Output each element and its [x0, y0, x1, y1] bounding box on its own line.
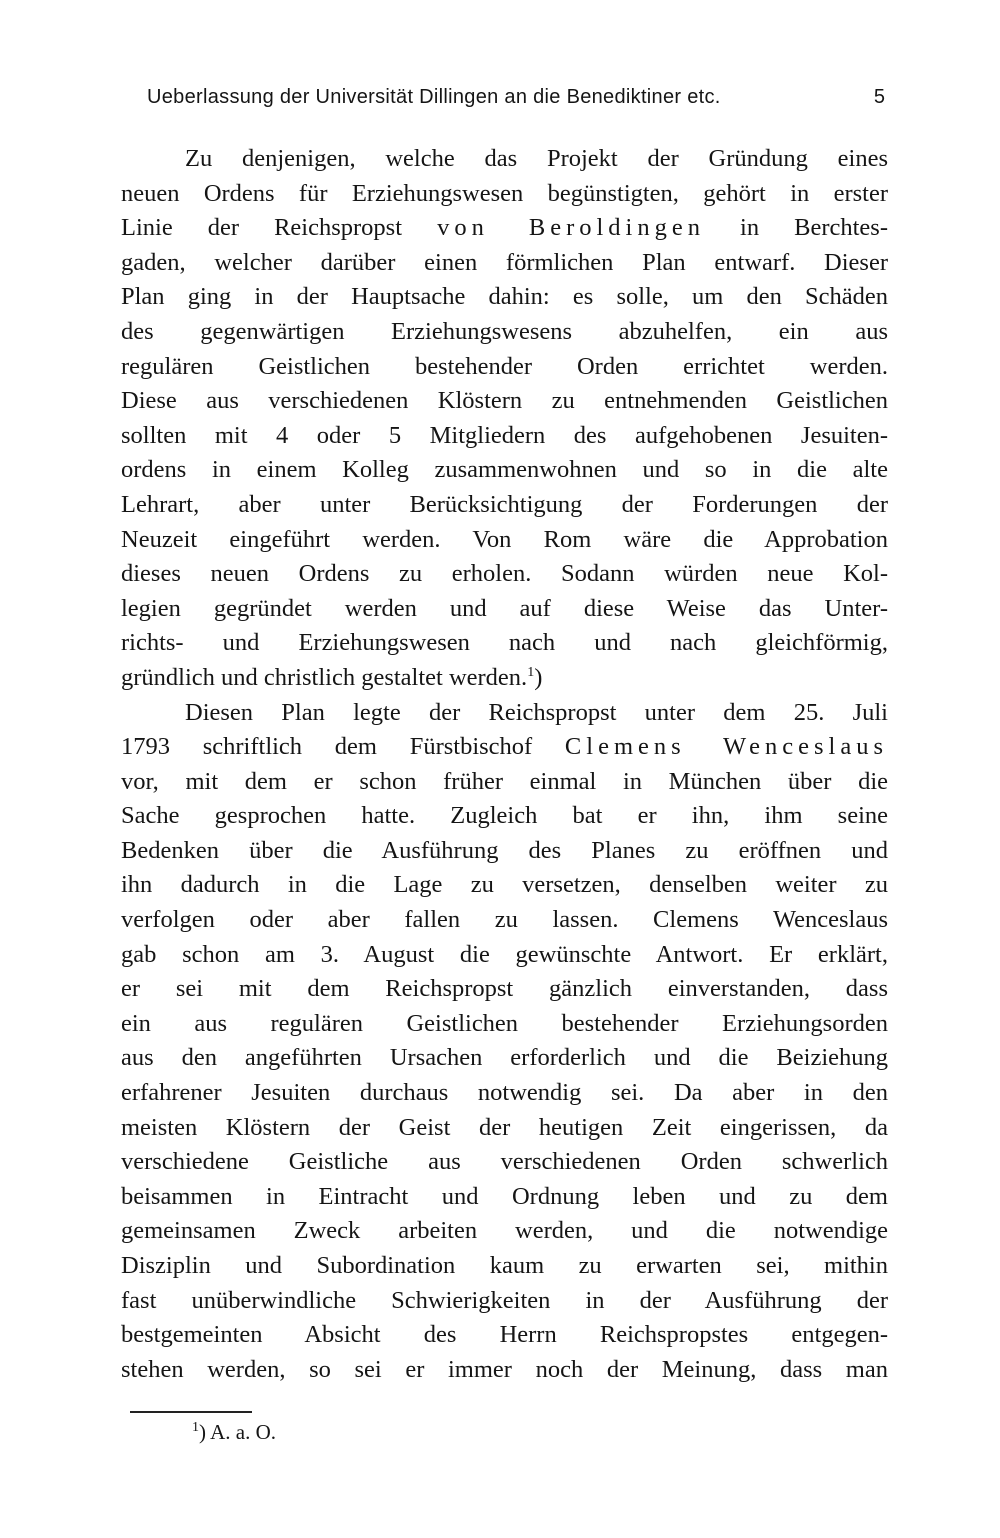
text-line: gemeinsamen Zweck arbeiten werden, und die notwendige — [121, 1217, 888, 1245]
text-segment: ) — [534, 663, 543, 691]
text-line: Diesen Plan legte der Reichspropst unter dem 25. Juli — [185, 698, 888, 726]
text-segment: gründlich und christlich gestaltet werden. — [121, 663, 528, 691]
text-line: er sei mit dem Reichspropst gänzlich einverstanden, dass — [121, 975, 888, 1003]
main-text — [121, 142, 888, 1387]
footnote-text: ) A. a. O. — [199, 1420, 276, 1444]
text-segment: Linie der Reichspropst — [121, 214, 438, 242]
text-line: sollten mit 4 oder 5 Mitgliedern des aufgehobenen Jesuiten- — [121, 421, 888, 449]
text-line: Bedenken über die Ausführung des Planes zu eröffnen und — [121, 836, 888, 864]
text-line: Neuzeit eingeführt werden. Von Rom wäre die Approbation — [121, 525, 888, 553]
page-number: 5 — [873, 86, 885, 108]
text-line: ein aus regulären Geistlichen bestehender Erziehungsorden — [121, 1009, 888, 1037]
text-line: Diese aus verschiedenen Klöstern zu entnehmenden Geistlichen — [121, 387, 888, 415]
text-line: regulären Geistlichen bestehender Orden errichtet werden. — [121, 352, 888, 380]
text-line: beisammen in Eintracht und Ordnung leben und zu dem — [121, 1182, 888, 1210]
text-line: meisten Klöstern der Geist der heutigen Zeit eingerissen, da — [121, 1113, 888, 1141]
text-line: aus den angeführten Ursachen erforderlich und die Beiziehung — [121, 1044, 888, 1072]
footnote-divider — [130, 1411, 252, 1413]
running-title: Ueberlassung der Universität Dillingen an die Benediktiner etc. — [147, 86, 721, 108]
spaced-name: Clemens Wenceslaus — [564, 733, 888, 761]
running-header — [147, 86, 885, 116]
text-line: erfahrener Jesuiten durchaus notwendig sei. Da aber in den — [121, 1079, 888, 1107]
text-line: Zu denjenigen, welche das Projekt der Gründung eines — [185, 145, 888, 172]
footnote-marker: 1 — [192, 1420, 199, 1435]
text-line: Plan ging in der Hauptsache dahin: es solle, um den Schäden — [121, 283, 888, 311]
text-line — [121, 211, 888, 246]
text-line: verfolgen oder aber fallen zu lassen. Clemens Wenceslaus — [121, 906, 888, 934]
text-line: des gegenwärtigen Erziehungswesens abzuhelfen, ein aus — [121, 317, 888, 345]
text-line: ordens in einem Kolleg zusammenwohnen und so in die alte — [121, 456, 888, 484]
text-line: Lehrart, aber unter Berücksichtigung der Forderungen der — [121, 490, 888, 518]
paragraph-1 — [121, 142, 888, 696]
text-line: stehen werden, so sei er immer noch der Meinung, dass man — [121, 1355, 888, 1383]
footnote — [192, 1420, 276, 1445]
text-line: neuen Ordens für Erziehungswesen begünstigten, gehört in erster — [121, 179, 888, 207]
text-line: ihn dadurch in die Lage zu versetzen, denselben weiter zu — [121, 871, 888, 899]
spaced-name: von Beroldingen — [437, 214, 705, 242]
text-line: Disziplin und Subordination kaum zu erwarten sei, mithin — [121, 1252, 888, 1279]
text-line: dieses neuen Ordens zu erholen. Sodann würden neue Kol- — [121, 560, 888, 588]
footnote-ref: 1 — [527, 664, 535, 680]
text-segment: 1793 schriftlich dem Fürstbischof — [121, 733, 565, 761]
text-line: vor, mit dem er schon früher einmal in München über die — [121, 767, 888, 795]
text-line: richts- und Erziehungswesen nach und nach gleichförmig, — [121, 629, 888, 657]
text-line: bestgemeinten Absicht des Herrn Reichspropstes entgegen- — [121, 1321, 888, 1349]
text-segment: in Berchtes- — [704, 214, 888, 242]
text-line: gaden, welcher darüber einen förmlichen Plan entwarf. Dieser — [121, 248, 888, 276]
text-line: verschiedene Geistliche aus verschiedenen Orden schwerlich — [121, 1148, 888, 1176]
text-line: Sache gesprochen hatte. Zugleich bat er ihn, ihm seine — [121, 802, 888, 830]
paragraph-2 — [121, 696, 888, 1388]
text-line — [121, 730, 888, 765]
text-line: legien gegründet werden und auf diese Weise das Unter- — [121, 594, 888, 622]
text-line: gab schon am 3. August die gewünschte Antwort. Er erklärt, — [121, 940, 888, 968]
text-line: fast unüberwindliche Schwierigkeiten in der Ausführung der — [121, 1286, 888, 1314]
text-line — [121, 661, 888, 696]
